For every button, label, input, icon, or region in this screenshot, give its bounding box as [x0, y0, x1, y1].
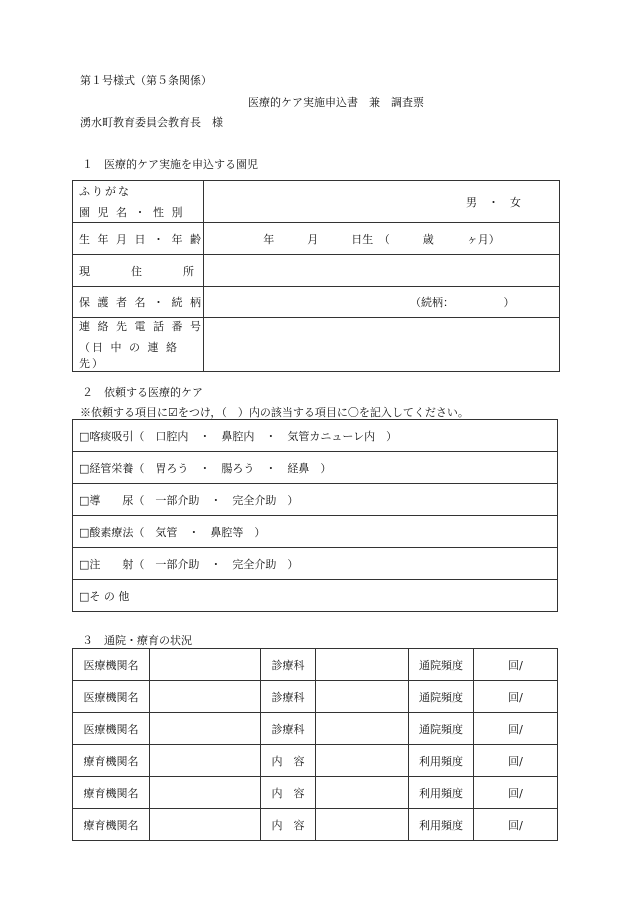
frequency-label: 利用頻度 — [409, 745, 474, 777]
guardian-label: 保 護 者 名 ・ 続 柄 — [73, 287, 204, 318]
relation-text: （続柄： ） — [410, 296, 515, 309]
frequency-field[interactable]: 回/ — [474, 681, 558, 713]
institution-field[interactable] — [150, 777, 261, 809]
content-field[interactable] — [316, 777, 409, 809]
department-field[interactable] — [316, 649, 409, 681]
institution-label: 療育機関名 — [73, 809, 150, 841]
phone-label-cell — [73, 318, 204, 372]
institution-field[interactable] — [150, 649, 261, 681]
frequency-label: 利用頻度 — [409, 809, 474, 841]
institution-field[interactable] — [150, 745, 261, 777]
frequency-field[interactable]: 回/ — [474, 809, 558, 841]
content-label: 内 容 — [261, 745, 316, 777]
dob-label: 生 年 月 日 ・ 年 齢 — [73, 223, 204, 255]
child-name-field[interactable] — [204, 181, 560, 223]
table-row — [73, 713, 558, 745]
institution-label: 医療機関名 — [73, 713, 150, 745]
table-row — [73, 681, 558, 713]
section1-heading: １ 医療的ケア実施を申込する園児 — [82, 158, 258, 171]
frequency-label: 通院頻度 — [409, 649, 474, 681]
institution-label: 医療機関名 — [73, 649, 150, 681]
department-field[interactable] — [316, 713, 409, 745]
phone-field[interactable] — [204, 318, 560, 372]
care-item-tube-feeding[interactable]: □経管栄養（ 胃ろう ・ 腸ろう ・ 経鼻 ） — [73, 452, 558, 484]
content-label: 内 容 — [261, 777, 316, 809]
frequency-field[interactable]: 回/ — [474, 745, 558, 777]
frequency-field[interactable]: 回/ — [474, 777, 558, 809]
care-item-suction[interactable]: □喀痰吸引（ 口腔内 ・ 鼻腔内 ・ 気管カニューレ内 ） — [73, 420, 558, 452]
care-item-catheter[interactable]: □導 尿（ 一部介助 ・ 完全介助 ） — [73, 484, 558, 516]
frequency-label: 通院頻度 — [409, 681, 474, 713]
table-row — [73, 649, 558, 681]
frequency-label: 通院頻度 — [409, 713, 474, 745]
section3-heading: ３ 通院・療育の状況 — [82, 634, 192, 647]
care-item-injection[interactable]: □注 射（ 一部介助 ・ 完全介助 ） — [73, 548, 558, 580]
content-field[interactable] — [316, 809, 409, 841]
institution-label: 療育機関名 — [73, 777, 150, 809]
frequency-label: 利用頻度 — [409, 777, 474, 809]
department-label: 診療科 — [261, 681, 316, 713]
guardian-field[interactable] — [204, 287, 560, 318]
dob-field[interactable]: 年 月 日生 （ 歳 ヶ月） — [204, 223, 560, 255]
care-item-oxygen[interactable]: □酸素療法（ 気管 ・ 鼻腔等 ） — [73, 516, 558, 548]
table-row — [73, 809, 558, 841]
phone-label: 連 絡 先 電 話 番 号 — [79, 320, 203, 333]
section2-heading: ２ 依頼する医療的ケア — [82, 386, 203, 399]
section2-instruction: ※依頼する項目に☑をつけ，（ ）内の該当する項目に〇を記入してください。 — [80, 406, 469, 419]
institution-label: 医療機関名 — [73, 681, 150, 713]
content-label: 内 容 — [261, 809, 316, 841]
institution-field[interactable] — [150, 809, 261, 841]
child-info-table — [72, 180, 560, 372]
furigana-name-label-cell — [73, 181, 204, 223]
phone-note: （日 中 の 連 絡 先） — [79, 341, 179, 370]
address-field[interactable] — [204, 255, 560, 287]
address-label: 現 住 所 — [73, 255, 204, 287]
name-label: 園 児 名 ・ 性 別 — [79, 206, 185, 219]
sex-options[interactable]: 男 ・ 女 — [466, 195, 521, 209]
table-row — [73, 745, 558, 777]
institution-label: 療育機関名 — [73, 745, 150, 777]
department-label: 診療科 — [261, 713, 316, 745]
department-field[interactable] — [316, 681, 409, 713]
frequency-field[interactable]: 回/ — [474, 649, 558, 681]
care-items-table — [72, 419, 558, 612]
form-number: 第１号様式（第５条関係） — [80, 74, 212, 87]
table-row — [73, 777, 558, 809]
care-item-other[interactable]: □そ の 他 — [73, 580, 558, 612]
visits-table — [72, 648, 558, 841]
department-label: 診療科 — [261, 649, 316, 681]
document-title: 医療的ケア実施申込書 兼 調査票 — [248, 96, 424, 109]
addressee: 湧水町教育委員会教育長 様 — [80, 116, 223, 129]
institution-field[interactable] — [150, 681, 261, 713]
furigana-label: ふりがな — [79, 185, 131, 198]
institution-field[interactable] — [150, 713, 261, 745]
frequency-field[interactable]: 回/ — [474, 713, 558, 745]
content-field[interactable] — [316, 745, 409, 777]
